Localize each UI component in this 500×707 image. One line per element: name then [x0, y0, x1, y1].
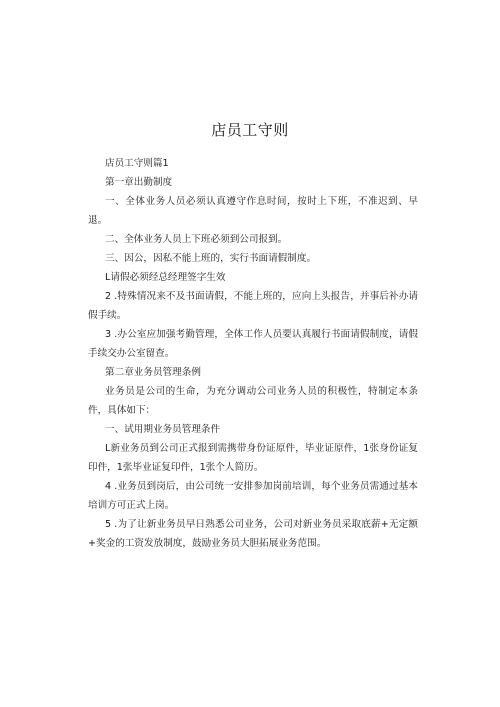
chapter-heading: 第二章业务员管理条例	[105, 367, 201, 378]
section-heading: 一、试用期业务员管理条件	[105, 424, 221, 435]
paragraph: 三、因公，因私不能上班的，实行书面请假制度。	[105, 253, 317, 264]
paragraph: 2 .特殊情况来不及书面请假，不能上班的，应向上头报告，并事后补办请假手续。	[88, 291, 418, 321]
paragraph: 业务员是公司的生命，为充分调动公司业务人员的积极性，特制定本条件，具体如下：	[88, 386, 418, 416]
document-title: 店员工守则	[211, 121, 289, 139]
paragraph: 3 .办公室应加强考勤管理，全体工作人员要认真履行书面请假制度，请假手续交办公室留查。	[88, 329, 418, 359]
chapter-heading: 第一章出勤制度	[105, 177, 173, 188]
paragraph: 5 .为了让新业务员早日熟悉公司业务，公司对新业务员采取底薪+无定额+奖金的工资发放制度，鼓励业务员大胆拓展业务范围。	[88, 519, 418, 549]
paragraph: 一、全体业务人员必须认真遵守作息时间，按时上下班，不准迟到、早退。	[88, 196, 418, 226]
paragraph: 二、全体业务人员上下班必须到公司报到。	[105, 234, 288, 245]
paragraph: L请假必须经总经理签字生效	[105, 272, 226, 283]
paragraph: 4 .业务员到岗后，由公司统一安排参加岗前培训，每个业务员需通过基本培训方可正式上岗。	[88, 481, 418, 511]
document-body	[88, 154, 418, 553]
paragraph-heading: 店员工守则篇1	[105, 158, 169, 169]
paragraph: L新业务员到公司正式报到需携带身份证原件，毕业证原件，1张身份证复印件，1张毕业证复印件，1张个人简历。	[88, 443, 418, 473]
